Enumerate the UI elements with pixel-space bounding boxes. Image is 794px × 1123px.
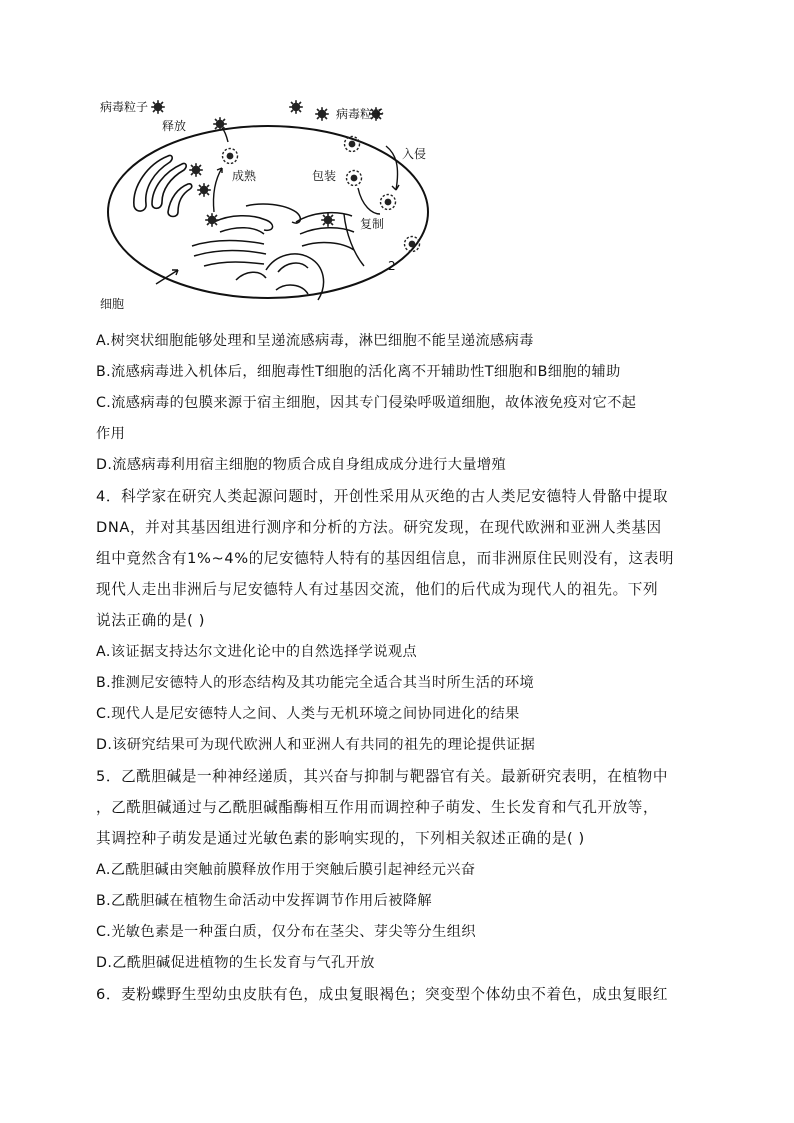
q4-option-c: C.现代人是尼安德特人之间、人类与无机环境之间协同进化的结果 [96, 706, 520, 722]
q4-stem-line: DNA，并对其基因组进行测序和分析的方法。研究发现，在现代欧洲和亚洲人类基因 [96, 519, 662, 536]
q3-option-b: B.流感病毒进入机体后，细胞毒性T细胞的活化离不开辅助性T细胞和B细胞的辅助 [96, 364, 621, 380]
q5-option-a: A.乙酰胆碱由突触前膜释放作用于突触后膜引起神经元兴奋 [96, 862, 476, 878]
label-replication: 复制 [360, 217, 385, 231]
pathway-arrows [156, 128, 399, 284]
q4-option-d: D.该研究结果可为现代欧洲人和亚洲人有共同的祖先的理论提供证据 [96, 737, 536, 753]
q5-option-c: C.光敏色素是一种蛋白质，仅分布在茎尖、芽尖等分生组织 [96, 924, 476, 940]
q3-option-c-continued: 作用 [96, 426, 126, 442]
q5-stem-line: ，乙酰胆碱通过与乙酰胆碱酯酶相互作用而调控种子萌发、生长发育和气孔开放等， [96, 799, 659, 816]
q4-stem-line: 说法正确的是( ) [96, 612, 205, 629]
q4-option-b: B.推测尼安德特人的形态结构及其功能完全适合其当时所生活的环境 [96, 675, 535, 691]
cell-membrane [108, 126, 428, 298]
q4-stem-line: 4．科学家在研究人类起源问题时，开创性采用从灭绝的古人类尼安德特人骨骼中提取 [96, 488, 669, 505]
q4-stem-line: 现代人走出非洲后与尼安德特人有过基因交流，他们的后代成为现代人的祖先。下列 [96, 581, 659, 598]
q3-option-d: D.流感病毒利用宿主细胞的物质合成自身组成成分进行大量增殖 [96, 457, 507, 473]
label-virus-particle-left: 病毒粒子 [100, 100, 149, 114]
q4-option-a: A.该证据支持达尔文进化论中的自然选择学说观点 [96, 644, 418, 660]
q3-option-a: A.树突状细胞能够处理和呈递流感病毒，淋巴细胞不能呈递流感病毒 [96, 333, 534, 349]
label-cell: 细胞 [100, 297, 125, 311]
q5-option-b: B.乙酰胆碱在植物生命活动中发挥调节作用后被降解 [96, 893, 432, 909]
label-packaging: 包装 [312, 169, 337, 183]
label-release: 释放 [162, 119, 187, 133]
label-virus-particle-right: 病毒粒子 [336, 107, 385, 121]
q5-option-d: D.乙酰胆碱促进植物的生长发育与气孔开放 [96, 955, 375, 971]
label-number: 2 [388, 259, 396, 273]
q4-stem-line: 组中竟然含有1%~4%的尼安德特人特有的基因组信息，而非洲原住民则没有，这表明 [96, 550, 675, 567]
virus-life-cycle-diagram [96, 94, 436, 322]
golgi-apparatus [134, 155, 192, 216]
q5-stem-line: 5．乙酰胆碱是一种神经递质，其兴奋与抑制与靶器官有关。最新研究表明，在植物中 [96, 768, 669, 785]
label-maturation: 成熟 [232, 169, 257, 183]
q6-stem-line: 6．麦粉蝶野生型幼虫皮肤有色，成虫复眼褐色；突变型个体幼虫不着色，成虫复眼红 [96, 986, 669, 1003]
q5-stem-line: 其调控种子萌发是通过光敏色素的影响实现的，下列相关叙述正确的是( ) [96, 830, 585, 847]
q3-option-c: C.流感病毒的包膜来源于宿主细胞，因其专门侵染呼吸道细胞，故体液免疫对它不起 [96, 395, 637, 411]
label-invasion: 入侵 [402, 147, 427, 161]
